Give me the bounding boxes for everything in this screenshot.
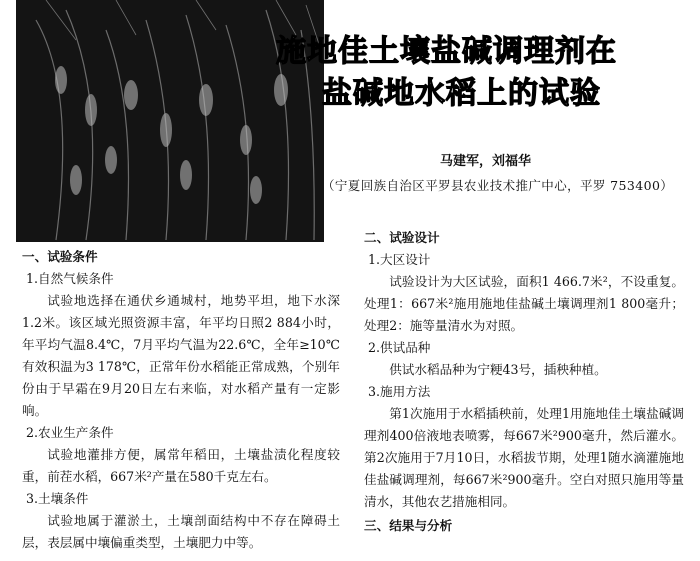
subsection-heading: 3.施用方法 bbox=[368, 384, 431, 399]
paragraph: 试验地属于灌淤土，土壤剖面结构中不存在障碍土层，表层属中壤偏重类型，土壤肥力中等。 bbox=[22, 513, 340, 550]
affiliation: （宁夏回族自治区平罗县农业技术推广中心，平罗 753400） bbox=[322, 178, 674, 193]
subsection-heading: 2.供试品种 bbox=[368, 340, 431, 355]
section-heading: 二、试验设计 bbox=[364, 230, 440, 245]
paragraph: 试验地灌排方便，属常年稻田，土壤盐渍化程度较重，前茬水稻，667米²产量在580千克左右。 bbox=[22, 447, 340, 484]
section-heading: 三、结果与分析 bbox=[364, 518, 453, 533]
paragraph: 试验设计为大区试验，面积1 466.7米²，不设重复。处理1：667米²施用施地佳盐碱土壤调理剂1 800毫升；处理2：施等量清水为对照。 bbox=[364, 274, 684, 333]
paragraph: 试验地选择在通伏乡通城村，地势平坦，地下水深1.2米。该区域光照资源丰富，年平均日照2 884小时，年平均气温8.4℃，7月平均气温为22.6℃，全年≥10℃有效积温为3 178℃，正常年份水稻能正常成熟，个别年份由于早霜在9月20日左右来临，对水稻产量有一定影响。 bbox=[22, 293, 340, 418]
authors: 马建军，刘福华 bbox=[440, 154, 532, 169]
section-heading: 一、试验条件 bbox=[22, 249, 98, 264]
subsection-heading: 3.土壤条件 bbox=[26, 491, 89, 506]
subsection-heading: 1.自然气候条件 bbox=[26, 271, 114, 286]
left-column bbox=[22, 246, 340, 554]
subsection-heading: 2.农业生产条件 bbox=[26, 425, 114, 440]
right-column bbox=[364, 227, 684, 537]
paragraph: 第1次施用于水稻插秧前，处理1用施地佳土壤盐碱调理剂400倍液地表喷雾，每667米²900毫升，然后灌水。第2次施用于7月10日，水稻拔节期，处理1随水滴灌施地佳盐碱调理剂，每667米²900毫升。空白对照只施用等量清水，其他农艺措施相同。 bbox=[364, 406, 684, 509]
title-line-2: 盐碱地水稻上的试验 bbox=[322, 76, 601, 111]
title-line-1: 施地佳土壤盐碱调理剂在 bbox=[276, 34, 617, 69]
subsection-heading: 1.大区设计 bbox=[368, 252, 431, 267]
article-title bbox=[270, 32, 690, 114]
paragraph: 供试水稻品种为宁粳43号，插秧种植。 bbox=[389, 362, 607, 377]
